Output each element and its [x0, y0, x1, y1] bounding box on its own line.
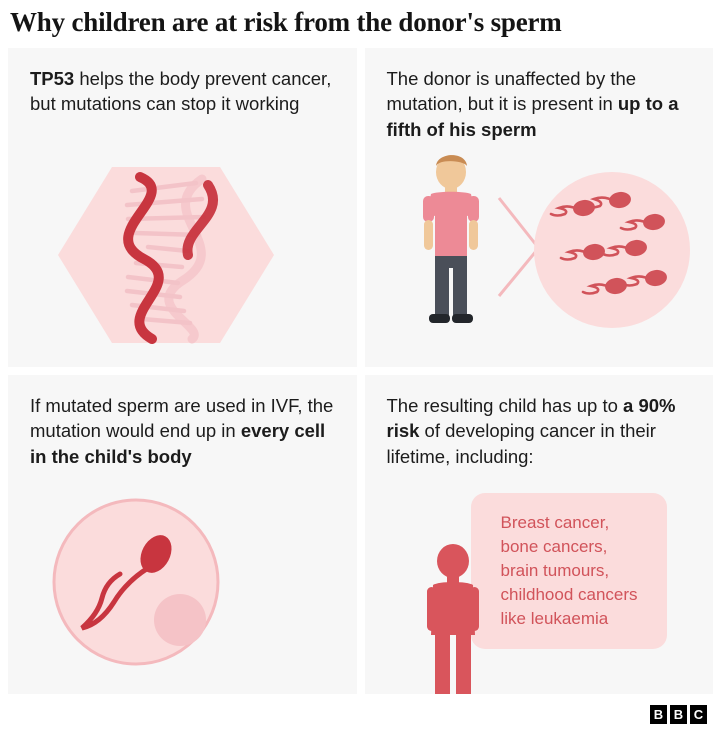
panel-tp53 [8, 48, 357, 367]
panel-risk-text [387, 393, 694, 470]
panel-donor-text [387, 66, 694, 143]
sperm-cell-icon [534, 172, 690, 328]
panel-tp53-text-plain-1: helps the body prevent cancer, but mutations can stop it working [30, 67, 332, 115]
footer [0, 694, 721, 734]
child-figure-icon [413, 539, 499, 694]
panel-donor-text-bold-1: up to a fifth of his sperm [386, 93, 679, 140]
panel-ivf-text-plain-1: If mutated sperm are used in IVF, the mutation would end up in [30, 394, 334, 442]
dna-helix-icon [32, 155, 332, 355]
panel-tp53-art [8, 144, 357, 367]
panel-ivf-art [8, 471, 357, 694]
male-figure-icon [423, 155, 479, 323]
panel-risk-art [383, 481, 704, 688]
bbc-logo-letter-1: B [650, 705, 667, 724]
panel-grid [0, 48, 721, 694]
single-sperm-egg-circle [44, 482, 244, 682]
panel-donor [365, 48, 714, 367]
panel-risk-text-plain-2: of developing cancer in their lifetime, including: [386, 420, 656, 467]
bbc-logo-letter-3: C [690, 705, 707, 724]
panel-ivf-text [30, 393, 337, 470]
panel-tp53-text [30, 66, 337, 117]
bbc-logo [650, 705, 707, 724]
panel-donor-text-plain-1: The donor is unaffected by the mutation, but it is present in [386, 67, 637, 115]
panel-tp53-text-bold-1: TP53 [30, 67, 75, 89]
panel-ivf-text-bold-1: every cell in the child's body [30, 420, 326, 467]
bbc-logo-letter-2: B [670, 705, 687, 724]
egg-cell-icon [154, 594, 206, 646]
connector-lines [499, 198, 537, 296]
panel-risk-text-plain-1: The resulting child has up to [386, 394, 624, 416]
panel-ivf [8, 375, 357, 694]
man-and-sperm-group [379, 150, 699, 360]
cancer-list-bubble: Breast cancer, bone cancers, brain tumours, childhood cancers like leukaemia [471, 493, 667, 650]
page-title: Why children are at risk from the donor's sperm [10, 7, 562, 37]
panel-risk-text-bold-1: a 90% risk [386, 394, 676, 442]
panel-risk [365, 375, 714, 694]
panel-donor-art [365, 144, 714, 367]
